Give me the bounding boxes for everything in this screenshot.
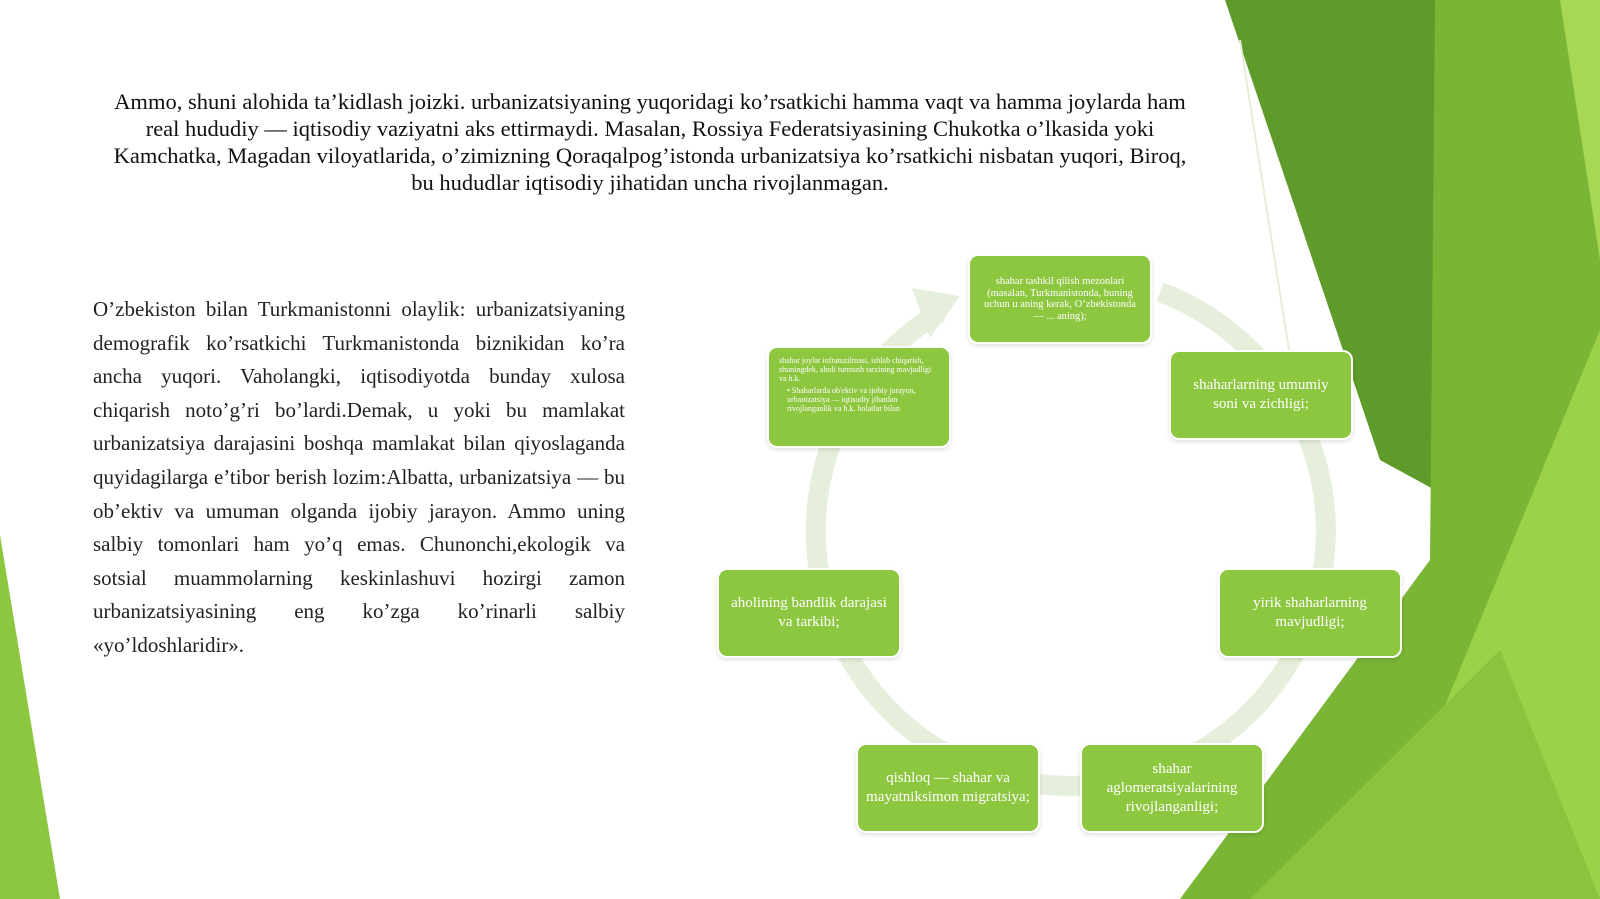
cycle-node-large-cities [1218, 568, 1402, 658]
cycle-node-infrastructure-text: shahar joylar infratuzilmasi, ishlab chiqarish, shuningdek, aholi turmush tarzining mavjudligi va h.k. [779, 356, 932, 383]
body-paragraph: O’zbekiston bilan Turkmanistonni olaylik: urbanizatsiyaning demografik ko’rsatkichi Turkmanistonda biznikidan ko’ra ancha yuqori. Vaholangki, iqtisodiyotda bunday xulosa chiqarish noto’g’ri bo’lardi.Demak, u yoki bu mamlakat urbanizatsiya darajasini boshqa mamlakat bilan qiyoslaganda quyidagilarga e’tibor berish lozim:Albatta, urbanizatsiya — bu ob’ektiv va umuman olganda ijobiy jarayon. Ammo uning salbiy tomonlari ham yo’q emas. Chunonchi,ekologik va sotsial muammolarning keskinlashuvi hozirgi zamon urbanizatsiyasining eng ko’zga ko’rinarli salbiy «yo’ldoshlaridir». [93, 297, 625, 657]
cycle-node-employment [717, 568, 901, 658]
cycle-node-infrastructure [767, 346, 951, 448]
cycle-node-criteria [968, 254, 1152, 344]
intro-paragraph: Ammo, shuni alohida ta’kidlash joizki. urbanizatsiyaning yuqoridagi ko’rsatkichi hamma vaqt va hamma joylarda ham real hududiy — iqtisodiy vaziyatni aks ettirmaydi. Masalan, Rossiya Federatsiyasining Chukotka o’lkasida yoki Kamchatka, Magadan viloyatlarida, o’zimizning Qoraqalpog’istonda urbanizatsiya ko’rsatkichi nisbatan yuqori, Biroq, bu hududlar iqtisodiy jihatidan uncha rivojlanmagan. [113, 89, 1187, 195]
cycle-node-large-cities-text: yirik shaharlarning mavjudligi; [1253, 595, 1367, 630]
cycle-node-migration-text: qishloq — shahar va mayatniksimon migratsiya; [866, 770, 1030, 805]
cycle-node-employment-text: aholining bandlik darajasi va tarkibi; [731, 595, 887, 630]
cycle-node-agglomeration-text: shahar aglomeratsiyalarining rivojlanganligi; [1106, 760, 1238, 815]
cycle-node-infrastructure-subtext: • Shaharlarda ob'ektiv va ijobiy jarayon, urbanizatsiya — iqtisodiy jihatdan rivojlanganlik va h.k. holatlar bilan [787, 386, 916, 413]
cycle-node-agglomeration [1080, 743, 1264, 833]
cycle-node-density [1169, 350, 1353, 440]
cycle-node-migration [856, 743, 1040, 833]
cycle-node-criteria-text: shahar tashkil qilish mezonlari (masalan, Turkmanistonda, buning uchun u aning kerak, O’zbekistonda — ... aning); [984, 276, 1136, 322]
cycle-node-density-text: shaharlarning umumiy soni va zichligi; [1193, 377, 1329, 412]
